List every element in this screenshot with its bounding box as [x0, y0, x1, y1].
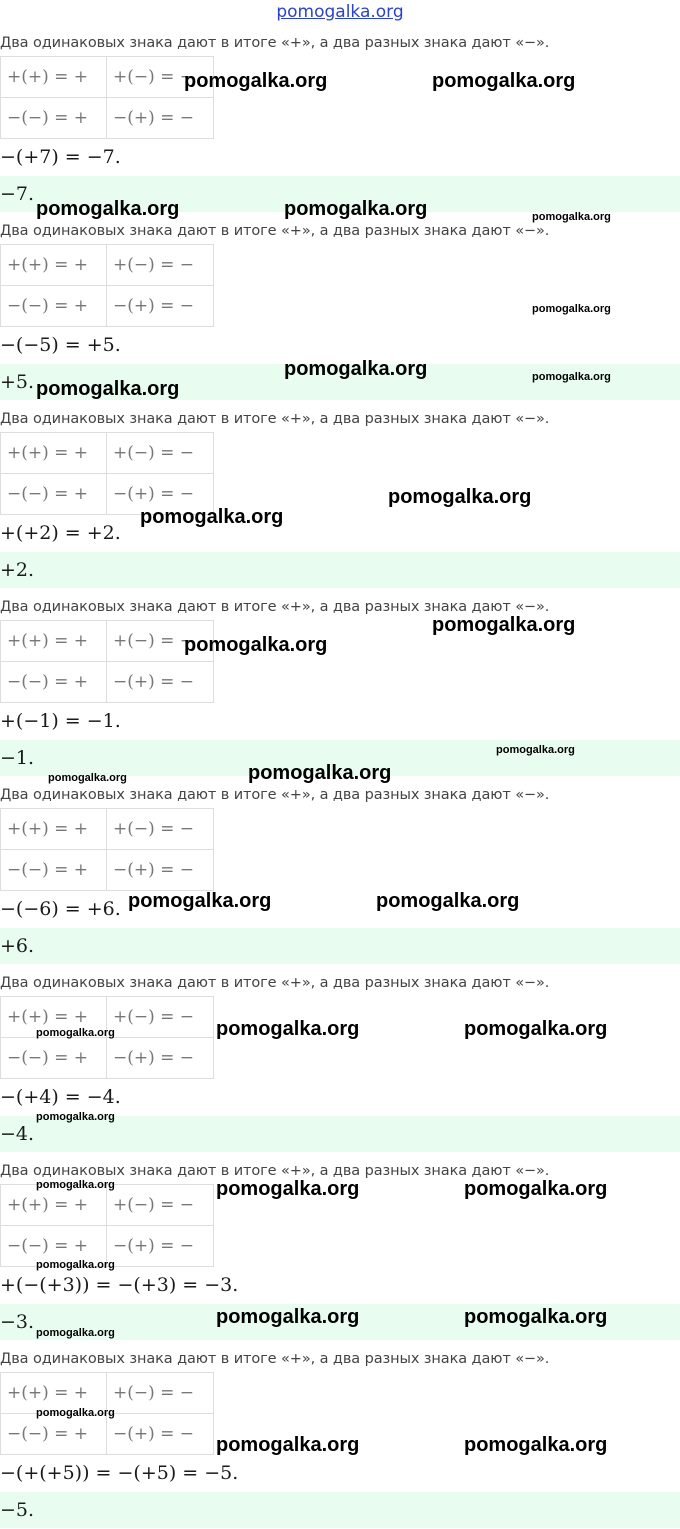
watermark-text: pomogalka.org: [36, 198, 180, 220]
sign-rule-table: [0, 432, 214, 515]
table-row: [1, 850, 214, 891]
table-row: [1, 98, 214, 139]
table-cell: +(−) = −: [107, 1373, 214, 1414]
sign-rule-table: [0, 620, 214, 703]
sign-rule-text: Два одинаковых знака дают в итоге «+», а два разных знака дают «−».: [0, 223, 550, 239]
watermark-text: pomogalka.org: [216, 1178, 360, 1200]
table-cell: +(+) = +: [1, 997, 107, 1038]
table-cell: +(+) = +: [1, 245, 107, 286]
table-cell: −(+) = −: [107, 1038, 214, 1079]
table-cell: −(−) = +: [1, 286, 107, 327]
table-cell: +(+) = +: [1, 1373, 107, 1414]
expression: −(+4) = −4.: [0, 1086, 121, 1108]
site-link[interactable]: pomogalka.org: [276, 2, 404, 22]
watermark-text: pomogalka.org: [284, 198, 428, 220]
table-row: [1, 1038, 214, 1079]
table-cell: +(−) = −: [107, 997, 214, 1038]
expression: +(−(+3)) = −(+3) = −3.: [0, 1274, 239, 1296]
watermark-text: pomogalka.org: [48, 772, 127, 784]
table-row: [1, 433, 214, 474]
table-cell: −(−) = +: [1, 850, 107, 891]
sign-rule-table: [0, 808, 214, 891]
table-cell: −(+) = −: [107, 474, 214, 515]
watermark-text: pomogalka.org: [140, 506, 284, 528]
table-row: [1, 621, 214, 662]
table-cell: +(−) = −: [107, 1185, 214, 1226]
table-row: [1, 286, 214, 327]
watermark-text: pomogalka.org: [284, 358, 428, 380]
sign-rule-table: [0, 244, 214, 327]
table-cell: −(−) = +: [1, 1038, 107, 1079]
table-row: [1, 662, 214, 703]
table-cell: +(−) = −: [107, 433, 214, 474]
watermark-text: pomogalka.org: [532, 371, 611, 383]
answer-text: −1.: [0, 747, 35, 769]
answer-text: −3.: [0, 1311, 35, 1333]
table-cell: +(+) = +: [1, 621, 107, 662]
table-cell: −(+) = −: [107, 286, 214, 327]
watermark-text: pomogalka.org: [532, 303, 611, 315]
table-cell: +(−) = −: [107, 57, 214, 98]
table-cell: +(+) = +: [1, 1185, 107, 1226]
table-cell: +(+) = +: [1, 809, 107, 850]
table-cell: −(+) = −: [107, 1414, 214, 1455]
table-cell: −(−) = +: [1, 1226, 107, 1267]
sign-rule-table: [0, 1184, 214, 1267]
watermark-text: pomogalka.org: [216, 1434, 360, 1456]
sign-rule-text: Два одинаковых знака дают в итоге «+», а два разных знака дают «−».: [0, 787, 550, 803]
watermark-text: pomogalka.org: [464, 1306, 608, 1328]
watermark-text: pomogalka.org: [36, 1407, 115, 1419]
table-cell: −(−) = +: [1, 662, 107, 703]
solution-block: [0, 564, 680, 769]
answer-box: [0, 1492, 680, 1528]
expression: −(+7) = −7.: [0, 146, 121, 168]
table-cell: −(+) = −: [107, 98, 214, 139]
watermark-text: pomogalka.org: [128, 890, 272, 912]
table-cell: +(−) = −: [107, 245, 214, 286]
solution-block: [0, 0, 680, 205]
table-cell: +(+) = +: [1, 57, 107, 98]
watermark-text: pomogalka.org: [36, 1259, 115, 1271]
answer-text: +2.: [0, 559, 35, 581]
table-row: [1, 57, 214, 98]
watermark-text: pomogalka.org: [36, 1179, 115, 1191]
watermark-text: pomogalka.org: [464, 1018, 608, 1040]
watermark-text: pomogalka.org: [36, 1327, 115, 1339]
watermark-text: pomogalka.org: [36, 1111, 115, 1123]
watermark-text: pomogalka.org: [432, 614, 576, 636]
sign-rule-text: Два одинаковых знака дают в итоге «+», а два разных знака дают «−».: [0, 599, 550, 615]
watermark-text: pomogalka.org: [388, 486, 532, 508]
table-row: [1, 1414, 214, 1455]
watermark-text: pomogalka.org: [496, 744, 575, 756]
table-cell: −(+) = −: [107, 662, 214, 703]
watermark-text: pomogalka.org: [532, 211, 611, 223]
table-row: [1, 809, 214, 850]
solution-block: [0, 376, 680, 581]
table-cell: −(+) = −: [107, 1226, 214, 1267]
watermark-text: pomogalka.org: [464, 1178, 608, 1200]
sign-rule-text: Два одинаковых знака дают в итоге «+», а два разных знака дают «−».: [0, 975, 550, 991]
answer-text: +5.: [0, 371, 35, 393]
table-cell: −(−) = +: [1, 98, 107, 139]
sign-rule-table: [0, 56, 214, 139]
watermark-text: pomogalka.org: [376, 890, 520, 912]
table-cell: −(−) = +: [1, 474, 107, 515]
answer-text: −4.: [0, 1123, 35, 1145]
expression: −(−6) = +6.: [0, 898, 121, 920]
answer-text: −7.: [0, 183, 35, 205]
watermark-text: pomogalka.org: [248, 762, 392, 784]
watermark-text: pomogalka.org: [216, 1306, 360, 1328]
answer-text: −5.: [0, 1499, 35, 1521]
watermark-text: pomogalka.org: [216, 1018, 360, 1040]
table-cell: +(−) = −: [107, 621, 214, 662]
table-cell: −(+) = −: [107, 850, 214, 891]
expression: +(−1) = −1.: [0, 710, 121, 732]
answer-text: +6.: [0, 935, 35, 957]
watermark-text: pomogalka.org: [184, 634, 328, 656]
watermark-text: pomogalka.org: [432, 70, 576, 92]
sign-rule-text: Два одинаковых знака дают в итоге «+», а два разных знака дают «−».: [0, 1163, 550, 1179]
table-cell: +(−) = −: [107, 809, 214, 850]
expression: −(+(+5)) = −(+5) = −5.: [0, 1462, 239, 1484]
sign-rule-text: Два одинаковых знака дают в итоге «+», а два разных знака дают «−».: [0, 411, 550, 427]
watermark-text: pomogalka.org: [184, 70, 328, 92]
sign-rule-text: Два одинаковых знака дают в итоге «+», а два разных знака дают «−».: [0, 1351, 550, 1367]
watermark-text: pomogalka.org: [36, 1027, 115, 1039]
expression: +(+2) = +2.: [0, 522, 121, 544]
watermark-text: pomogalka.org: [464, 1434, 608, 1456]
sign-rule-text: Два одинаковых знака дают в итоге «+», а два разных знака дают «−».: [0, 35, 550, 51]
table-cell: −(−) = +: [1, 1414, 107, 1455]
table-cell: +(+) = +: [1, 433, 107, 474]
watermark-text: pomogalka.org: [36, 378, 180, 400]
table-row: [1, 245, 214, 286]
expression: −(−5) = +5.: [0, 334, 121, 356]
